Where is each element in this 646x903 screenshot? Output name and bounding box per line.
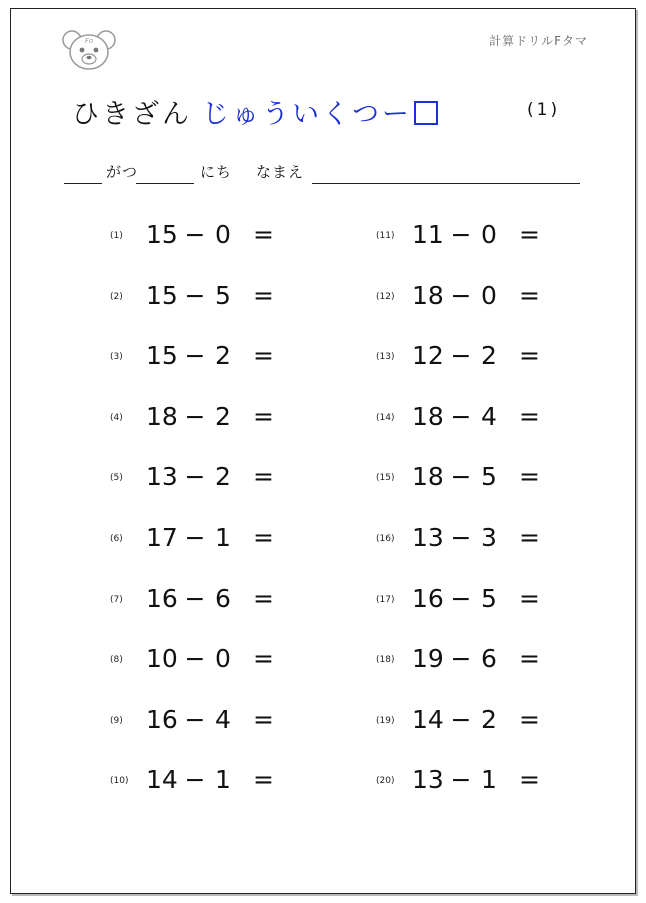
problem-item	[376, 705, 616, 735]
equals-sign: =	[519, 280, 540, 310]
problem-expression	[146, 220, 274, 249]
minuend: 19	[412, 644, 444, 674]
problem-number: (3)	[110, 352, 123, 363]
problem-expression	[146, 281, 274, 310]
problem-expression	[146, 584, 274, 613]
problem-item	[110, 644, 350, 674]
title-subtraction: ひきざん	[72, 99, 192, 130]
worksheet-page	[10, 8, 636, 894]
problem-item	[110, 584, 350, 614]
equals-sign: =	[253, 220, 274, 249]
minus-sign: −	[450, 583, 472, 613]
subtrahend: 4	[481, 401, 497, 431]
problem-number: (13)	[376, 352, 395, 363]
minus-sign: −	[450, 704, 472, 734]
subtrahend: 2	[481, 704, 497, 734]
problem-number: (14)	[376, 412, 395, 423]
subtrahend: 3	[481, 523, 497, 552]
month-blank-line[interactable]	[64, 183, 102, 184]
minuend: 14	[146, 765, 178, 795]
problem-item	[110, 281, 350, 311]
minus-sign: −	[450, 341, 472, 371]
day-label: にち	[200, 163, 233, 181]
minuend: 18	[146, 401, 178, 431]
equals-sign: =	[253, 462, 274, 492]
problem-item	[110, 402, 350, 432]
problem-item	[110, 462, 350, 492]
minus-sign: −	[184, 220, 206, 249]
equals-sign: =	[253, 765, 274, 795]
subtrahend: 6	[481, 644, 497, 674]
minus-sign: −	[450, 765, 472, 795]
problem-expression	[412, 705, 540, 734]
name-blank-line[interactable]	[312, 183, 580, 184]
minuend: 10	[146, 644, 178, 674]
problem-number: (1)	[110, 231, 123, 241]
subtrahend: 1	[215, 765, 231, 795]
subtrahend: 2	[215, 401, 231, 431]
equals-sign: =	[519, 341, 540, 371]
problem-item	[376, 281, 616, 311]
minuend: 13	[412, 523, 444, 552]
problem-expression	[412, 765, 540, 794]
brand-label: 計算ドリルFタマ	[489, 34, 588, 48]
minuend: 15	[146, 280, 178, 310]
subtrahend: 6	[215, 583, 231, 613]
minus-sign: −	[184, 583, 206, 613]
problem-item	[376, 765, 616, 795]
subtrahend: 5	[481, 462, 497, 492]
minuend: 13	[146, 462, 178, 492]
minus-sign: −	[450, 523, 472, 552]
equals-sign: =	[253, 523, 274, 552]
problem-number: (2)	[110, 291, 123, 302]
problem-number: (16)	[376, 534, 395, 544]
problem-item	[376, 341, 616, 371]
problem-number: (15)	[376, 473, 395, 484]
minus-sign: −	[450, 401, 472, 431]
problem-item	[110, 220, 350, 250]
subtrahend: 2	[215, 462, 231, 492]
problem-expression	[412, 644, 540, 673]
day-blank-line[interactable]	[136, 183, 194, 184]
minuend: 18	[412, 462, 444, 492]
minus-sign: −	[184, 644, 206, 674]
equals-sign: =	[519, 401, 540, 431]
month-label: がつ	[106, 163, 139, 181]
problem-expression	[412, 281, 540, 310]
blank-box-icon	[414, 101, 438, 125]
minus-sign: −	[184, 401, 206, 431]
equals-sign: =	[253, 704, 274, 734]
minus-sign: −	[184, 523, 206, 552]
equals-sign: =	[519, 765, 540, 795]
minuend: 13	[412, 765, 444, 795]
problem-item	[110, 523, 350, 553]
minus-sign: −	[450, 280, 472, 310]
problem-expression	[146, 341, 274, 370]
logo-text: Fo	[84, 37, 94, 45]
minus-sign: −	[184, 765, 206, 795]
subtrahend: 1	[215, 523, 231, 552]
minus-sign: −	[184, 462, 206, 492]
equals-sign: =	[519, 704, 540, 734]
problem-number: (5)	[110, 473, 123, 484]
minus-sign: −	[184, 280, 206, 310]
subtrahend: 2	[481, 341, 497, 371]
subtrahend: 0	[215, 644, 231, 674]
problem-expression	[412, 523, 540, 552]
problem-number: (10)	[110, 776, 129, 787]
problem-item	[376, 523, 616, 553]
minus-sign: −	[450, 644, 472, 674]
minuend: 14	[412, 704, 444, 734]
minus-sign: −	[184, 341, 206, 371]
minuend: 15	[146, 220, 178, 249]
problem-item	[376, 402, 616, 432]
problem-number: (19)	[376, 715, 395, 726]
page-title	[72, 92, 438, 131]
bear-face-icon	[62, 28, 116, 72]
subtrahend: 1	[481, 765, 497, 795]
minuend: 11	[412, 220, 444, 249]
problem-item	[376, 644, 616, 674]
equals-sign: =	[519, 644, 540, 674]
subtrahend: 0	[481, 220, 497, 249]
problem-item	[376, 584, 616, 614]
problem-item	[376, 462, 616, 492]
subtrahend: 2	[215, 341, 231, 371]
title-topic: じゅういくつー	[202, 99, 412, 130]
problem-expression	[146, 402, 274, 431]
problem-expression	[412, 220, 540, 249]
problem-number: (8)	[110, 655, 123, 666]
problem-expression	[412, 402, 540, 431]
name-label: なまえ	[256, 163, 305, 181]
subtrahend: 0	[481, 280, 497, 310]
subtrahend: 5	[215, 280, 231, 310]
minus-sign: −	[450, 462, 472, 492]
minuend: 18	[412, 280, 444, 310]
minuend: 12	[412, 341, 444, 371]
problem-expression	[412, 584, 540, 613]
problem-expression	[146, 705, 274, 734]
minuend: 15	[146, 341, 178, 371]
problem-number: (7)	[110, 594, 123, 605]
minuend: 16	[146, 583, 178, 613]
problem-number: (20)	[376, 776, 395, 787]
problem-expression	[412, 341, 540, 370]
problem-number: (11)	[376, 231, 395, 241]
problem-number: (4)	[110, 412, 123, 423]
minus-sign: −	[450, 220, 472, 249]
minus-sign: −	[184, 704, 206, 734]
problem-expression	[412, 462, 540, 491]
equals-sign: =	[519, 220, 540, 249]
minuend: 17	[146, 523, 178, 552]
subtrahend: 5	[481, 583, 497, 613]
problem-number: (12)	[376, 291, 395, 302]
problem-expression	[146, 765, 274, 794]
minuend: 18	[412, 401, 444, 431]
problem-number: (18)	[376, 655, 395, 666]
sheet-number: (1)	[527, 100, 561, 120]
equals-sign: =	[253, 280, 274, 310]
subtrahend: 4	[215, 704, 231, 734]
equals-sign: =	[519, 462, 540, 492]
problem-item	[110, 765, 350, 795]
equals-sign: =	[519, 583, 540, 613]
equals-sign: =	[253, 583, 274, 613]
equals-sign: =	[253, 644, 274, 674]
problem-number: (17)	[376, 594, 395, 605]
equals-sign: =	[519, 523, 540, 552]
problem-number: (9)	[110, 715, 123, 726]
problem-item	[376, 220, 616, 250]
problem-item	[110, 705, 350, 735]
minuend: 16	[412, 583, 444, 613]
problem-item	[110, 341, 350, 371]
problem-expression	[146, 462, 274, 491]
problem-number: (6)	[110, 534, 123, 544]
minuend: 16	[146, 704, 178, 734]
problem-expression	[146, 644, 274, 673]
problem-expression	[146, 523, 274, 552]
equals-sign: =	[253, 341, 274, 371]
equals-sign: =	[253, 401, 274, 431]
subtrahend: 0	[215, 220, 231, 249]
